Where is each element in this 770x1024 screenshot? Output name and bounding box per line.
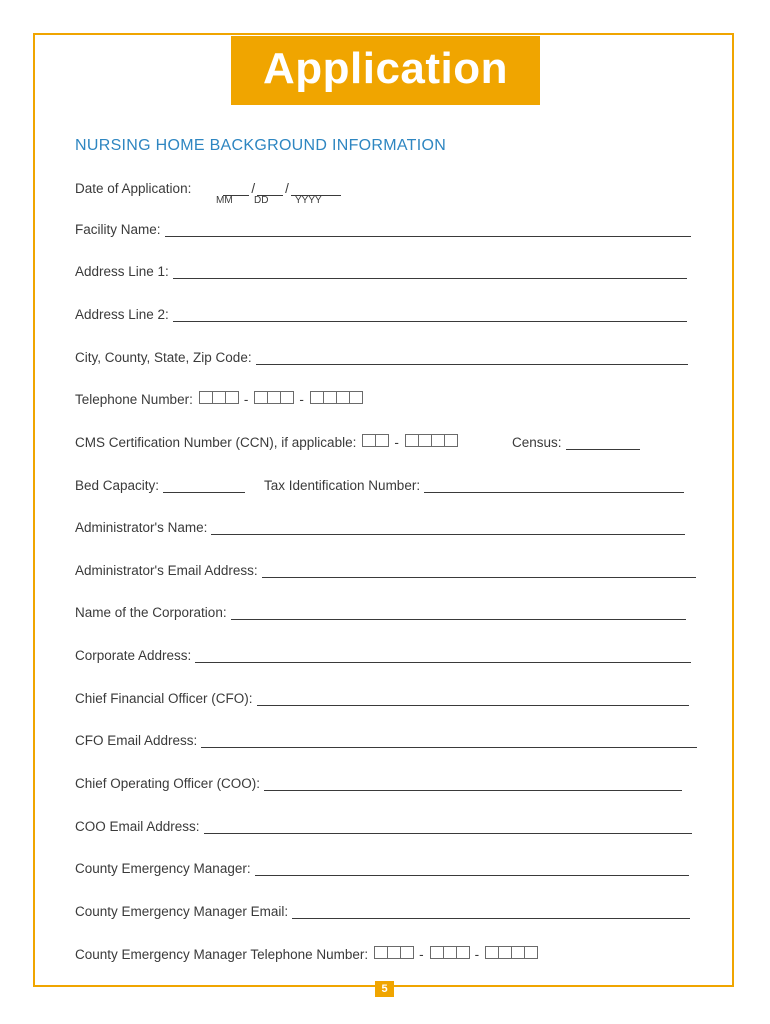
- telephone-dash: -: [299, 392, 304, 407]
- county-em-email-row: [75, 899, 690, 919]
- date-yyyy-hint: YYYY: [295, 195, 322, 206]
- page-title: Application: [231, 36, 540, 105]
- admin-email-field[interactable]: [262, 563, 696, 578]
- date-mm-field[interactable]: [223, 181, 249, 196]
- corp-address-label: Corporate Address:: [75, 648, 192, 663]
- date-row: [75, 176, 341, 196]
- address2-field[interactable]: [173, 307, 687, 322]
- admin-email-label: Administrator's Email Address:: [75, 563, 258, 578]
- address1-field[interactable]: [173, 264, 687, 279]
- date-label: Date of Application:: [75, 181, 192, 196]
- tax-id-label: Tax Identification Number:: [264, 478, 421, 493]
- cfo-field[interactable]: [257, 691, 689, 706]
- telephone-row: [75, 387, 362, 407]
- admin-email-row: [75, 558, 696, 578]
- telephone-dash: -: [243, 392, 249, 407]
- county-em-phone-label: County Emergency Manager Telephone Number:: [75, 947, 369, 962]
- corp-address-field[interactable]: [195, 648, 691, 663]
- page-number: 5: [375, 981, 394, 997]
- ccn-first-part[interactable]: [362, 434, 388, 449]
- county-em-phone-line-number[interactable]: [485, 946, 537, 961]
- coo-field[interactable]: [264, 776, 682, 791]
- ccn-row: [75, 430, 457, 450]
- admin-name-field[interactable]: [211, 520, 685, 535]
- cfo-label: Chief Financial Officer (CFO):: [75, 691, 253, 706]
- county-em-phone-area-code[interactable]: [374, 946, 413, 961]
- address2-label: Address Line 2:: [75, 307, 169, 322]
- admin-name-label: Administrator's Name:: [75, 520, 208, 535]
- telephone-area-code[interactable]: [199, 391, 238, 406]
- date-separator: /: [251, 181, 256, 196]
- date-mm-hint: MM: [216, 195, 233, 206]
- facility-name-field[interactable]: [165, 222, 691, 237]
- tax-id-field[interactable]: [424, 478, 684, 493]
- county-em-email-label: County Emergency Manager Email:: [75, 904, 289, 919]
- coo-email-row: [75, 814, 692, 834]
- telephone-label: Telephone Number:: [75, 392, 193, 407]
- admin-name-row: [75, 515, 685, 535]
- census-label: Census:: [512, 435, 562, 450]
- county-em-field[interactable]: [255, 861, 689, 876]
- corp-name-label: Name of the Corporation:: [75, 605, 227, 620]
- census-field[interactable]: [566, 435, 640, 450]
- address1-row: [75, 259, 687, 279]
- bed-capacity-field[interactable]: [163, 478, 245, 493]
- tax-id-row: [264, 473, 684, 493]
- address2-row: [75, 302, 687, 322]
- corp-address-row: [75, 643, 691, 663]
- bed-capacity-label: Bed Capacity:: [75, 478, 160, 493]
- county-em-email-field[interactable]: [292, 904, 690, 919]
- ccn-second-part[interactable]: [405, 434, 457, 449]
- corp-name-field[interactable]: [231, 605, 686, 620]
- cfo-row: [75, 686, 689, 706]
- cfo-email-row: [75, 728, 697, 748]
- county-em-phone-prefix[interactable]: [430, 946, 469, 961]
- corp-name-row: [75, 600, 686, 620]
- county-em-phone-row: [75, 942, 537, 962]
- cfo-email-field[interactable]: [201, 733, 697, 748]
- facility-name-label: Facility Name:: [75, 222, 161, 237]
- coo-row: [75, 771, 682, 791]
- bed-capacity-row: [75, 473, 245, 493]
- census-row: [512, 430, 640, 450]
- facility-name-row: [75, 217, 691, 237]
- city-field[interactable]: [256, 350, 688, 365]
- county-em-row: [75, 856, 689, 876]
- ccn-dash: -: [394, 435, 399, 450]
- county-em-phone-dash: -: [474, 947, 480, 962]
- date-dd-hint: DD: [254, 195, 269, 206]
- date-yyyy-field[interactable]: [291, 181, 341, 196]
- city-row: [75, 345, 688, 365]
- date-dd-field[interactable]: [257, 181, 283, 196]
- address1-label: Address Line 1:: [75, 264, 169, 279]
- date-separator: /: [285, 181, 289, 196]
- ccn-label: CMS Certification Number (CCN), if applicable:: [75, 435, 357, 450]
- telephone-prefix[interactable]: [254, 391, 293, 406]
- city-label: City, County, State, Zip Code:: [75, 350, 252, 365]
- coo-email-label: COO Email Address:: [75, 819, 200, 834]
- coo-label: Chief Operating Officer (COO):: [75, 776, 261, 791]
- county-em-label: County Emergency Manager:: [75, 861, 251, 876]
- cfo-email-label: CFO Email Address:: [75, 733, 198, 748]
- county-em-phone-dash: -: [419, 947, 424, 962]
- telephone-line-number[interactable]: [310, 391, 362, 406]
- coo-email-field[interactable]: [204, 819, 692, 834]
- section-heading: NURSING HOME BACKGROUND INFORMATION: [75, 137, 447, 154]
